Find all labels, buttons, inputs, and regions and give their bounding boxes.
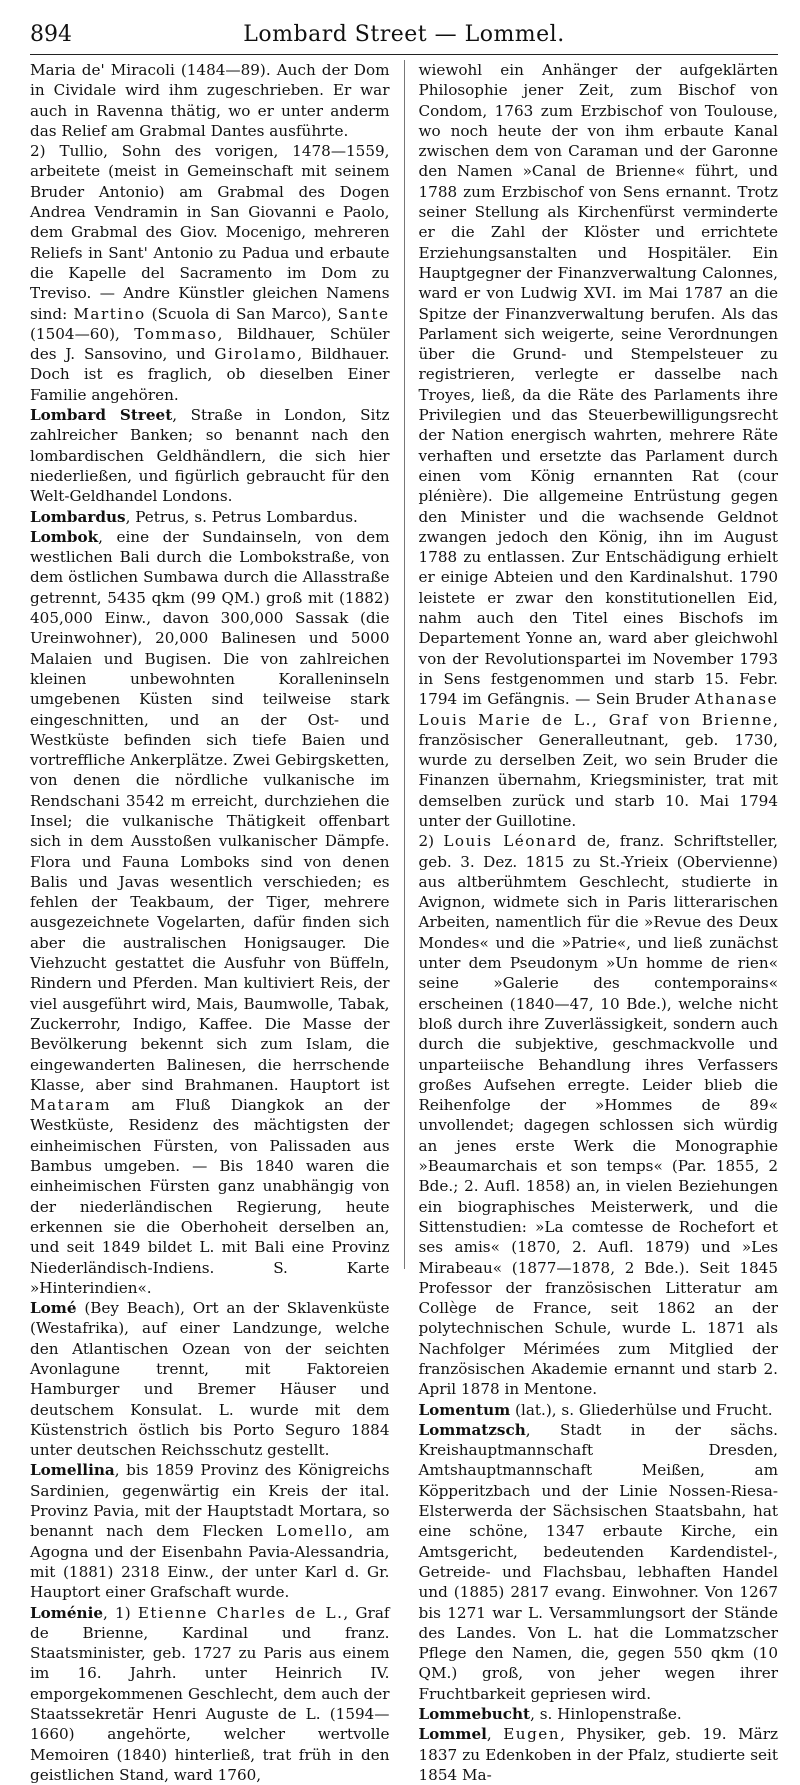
entry-lommatzsch bbox=[419, 1420, 779, 1704]
entry-lombok bbox=[30, 527, 390, 1298]
lemma: Lombok bbox=[30, 527, 99, 546]
entry-lombardus bbox=[30, 507, 390, 527]
lemma: Lomellina bbox=[30, 1461, 115, 1480]
page-number: 894 bbox=[30, 22, 72, 47]
name-eugen: Eugen bbox=[503, 1725, 561, 1744]
text: , Straße in London, Sitz zahlreicher Banken; so benannt nach den lombardischen Geldhändlern, die sich hier niederließen, und figürlich gebraucht für den Welt-Geldhandel Londons. bbox=[30, 406, 390, 506]
text: (Bey Beach), Ort an der Sklavenküste (Westafrika), auf einer Landzunge, welche den Atlantischen Ozean von der seichten Avonlagune trennt, mit Faktoreien Hamburger und Bremer Häuser und deutschem Konsulat. L. wurde mit dem Küstenstrich östlich bis Porto Seguro 1884 unter deutschen Reichsschutz gestellt. bbox=[30, 1299, 390, 1460]
text: , Bildhauer, Schüler des J. Sansovino, und bbox=[30, 324, 390, 364]
lemma: Lombardus bbox=[30, 507, 126, 526]
entry-lome bbox=[30, 1298, 390, 1460]
text: , 1) bbox=[103, 1603, 138, 1622]
name-girolamo: Girolamo bbox=[214, 345, 298, 364]
paragraph bbox=[419, 831, 779, 1399]
name-martino: Martino bbox=[73, 304, 146, 323]
page-header bbox=[30, 16, 778, 55]
name-tommaso: Tommaso bbox=[134, 324, 218, 343]
text: , bbox=[486, 1725, 504, 1744]
entry-lommebucht bbox=[419, 1704, 779, 1724]
lemma: Lommel bbox=[418, 1725, 487, 1744]
text: , bis 1859 Provinz des Königreichs Sardinien, gegenwärtig ein Kreis der ital. Provinz Pavia, mit der Hauptstadt Mortara, so benannt nach dem Flecken bbox=[30, 1461, 390, 1541]
text: (Scuola di San Marco), bbox=[145, 304, 338, 323]
text: (lat.), s. Gliederhülse und Frucht. bbox=[510, 1400, 773, 1419]
text: 2) Tullio, Sohn des vorigen, 1478—1559, arbeitete (meist in Gemeinschaft mit seinem Bruder Antonio) am Grabmal des Dogen Andrea Vendramin in San Giovanni e Paolo, dem Grabmal des Giov. Mocenigo, mehreren Reliefs in Sant' Antonio zu Padua und erbaute die Kapelle del Sacramento im Dom zu Treviso. — Andre Künstler gleichen Namens sind: bbox=[30, 142, 390, 323]
name-lomello: Lomello bbox=[276, 1522, 349, 1541]
running-title: Lombard Street — Lommel. bbox=[243, 22, 565, 47]
entry-lommel bbox=[419, 1724, 779, 1785]
entry-lomellina bbox=[30, 1460, 390, 1602]
text: , Physiker, geb. 19. März 1837 zu Edenkoben in der Pfalz, studierte seit 1854 Ma- bbox=[418, 1725, 778, 1784]
paragraph bbox=[30, 60, 390, 141]
text: de, franz. Schriftsteller, geb. 3. Dez. 1815 zu St.-Yrieix (Obervienne) aus altberühmtem Geschlecht, studierte in Avignon, widmete sich in Paris litterarischen Arbeiten, namentlich für die »Revue des Deux Mondes« und die »Patrie«, und ließ zunächst unter dem Pseudonym »Un homme de rien« seine »Galerie des contemporains« erscheinen (1840—47, 10 Bde.), welche nicht bloß durch ihre Zuverlässigkeit, sondern auch durch die subjektive, geschmackvolle und unparteiische Behandlung ihres Verfassers großes Aufsehen erregte. Leider blieb die Reihenfolge der »Hommes de 89« unvollendet; dagegen schlossen sich würdig an jenes erste Werk die Monographie »Beaumarchais et son temps« (Par. 1855, 2 Bde.; 2. Aufl. 1858) an, in vielen Beziehungen ein biographisches Meisterwerk, und die Sittenstudien: »La comtesse de Rochefort et ses amis« (1870, 2. Aufl. 1879) und »Les Mirabeau« (1877—1878, 2 Bde.). Seit 1845 Professor der französischen Litteratur am Collège de France, seit 1862 an der polytechnischen Schule, wurde L. 1871 als Nachfolger Mérimées zum Mitglied der französischen Akademie ernannt und starb 2. April 1878 in Mentone. bbox=[418, 832, 779, 1399]
column-divider bbox=[404, 60, 405, 1269]
lemma: Lomé bbox=[30, 1299, 77, 1318]
paragraph bbox=[419, 60, 779, 831]
text: , Graf de Brienne, Kardinal und franz. Staatsminister, geb. 1727 zu Paris aus einem im 16. Jahrh. unter Heinrich IV. emporgekommenen Geschlecht, dem auch der Staatssekretär Henri Auguste de L. (1594—1660) angehörte, welcher wertvolle Memoiren (1840) hinterließ, trat früh in den geistlichen Stand, ward 1760, bbox=[30, 1603, 390, 1784]
text: , am Agogna und der Eisenbahn Pavia-Alessandria, mit (1881) 2318 Einw., der unter Karl d. Gr. Hauptort einer Grafschaft wurde. bbox=[30, 1522, 390, 1602]
text-columns bbox=[30, 60, 779, 1784]
text: Maria de' Miracoli (1484—89). Auch der Dom in Cividale wird ihm zugeschrieben. Er war auch in Ravenna thätig, wo er unter anderm das Relief am Grabmal Dantes ausführte. bbox=[30, 61, 390, 140]
lemma: Lomentum bbox=[418, 1400, 511, 1419]
entry-lomentum bbox=[419, 1400, 779, 1420]
text: , französischer Generalleutnant, geb. 1730, wurde zu derselben Zeit, wo sein Bruder die Finanzen übernahm, Kriegsminister, trat mit demselben zurück und starb 10. Mai 1794 unter der Guillotine. bbox=[418, 710, 778, 830]
lemma: Lombard Street bbox=[30, 406, 173, 425]
text: wiewohl ein Anhänger der aufgeklärten Philosophie jener Zeit, zum Bischof von Condom, 1763 zum Erzbischof von Toulouse, wo noch heute der von ihm erbaute Kanal zwischen dem von Caraman und der Garonne den Namen »Canal de Brienne« führt, und 1788 zum Erzbischof von Sens ernannt. Trotz seiner Stellung als Kirchenfürst verminderte er die Zahl der Klöster und errichtete Erziehungsanstalten und Hospitäler. Ein Hauptgegner der Finanzverwaltung Calonnes, ward er von Ludwig XVI. im Mai 1787 an die Spitze der Finanzverwaltung berufen. Als das Parlament sich weigerte, seine Verordnungen über die Grund- und Stempelsteuer zu registrieren, verlegte er dasselbe nach Troyes, ließ, da die Räte des Parlaments ihre Privilegien und das Steuerbewilligungsrecht der Nation energisch wahrten, mehrere Räte verhaften und ersetzte das Parlament durch einen vom König ernannten Rat (cour plénière). Die allgemeine Entrüstung gegen den Minister und die wachsende Geldnot zwangen jedoch den König, ihn im August 1788 zu entlassen. Zur Entschädigung erhielt er einige Abteien und den Kardinalshut. 1790 leistete er zwar den konstitutionellen Eid, nahm auch den Titel eines Bischofs im Departement Yonne an, ward aber gleichwohl von der Revolutionspartei im November 1793 in Sens festgenommen und starb 15. Febr. 1794 im Gefängnis. — Sein Bruder bbox=[418, 61, 778, 709]
paragraph bbox=[30, 141, 390, 405]
lemma: Lommatzsch bbox=[418, 1420, 526, 1439]
text: , Bildhauer. Doch ist es fraglich, ob dieselben Einer Familie angehören. bbox=[30, 345, 390, 404]
text: , Stadt in der sächs. Kreishauptmannschaft Dresden, Amtshauptmannschaft Meißen, am Köpperitzbach und der Linie Nossen-Riesa-Elsterwerda der Sächsischen Staatsbahn, hat eine schöne, 1347 erbaute Kirche, ein Amtsgericht, bedeutenden Kardendistel-, Getreide- und Flachsbau, lebhaften Handel und (1885) 2817 evang. Einwohner. Von 1267 bis 1271 war L. Versammlungsort der Stände des Landes. Von L. hat die Lommatzscher Pflege den Namen, die, gegen 550 qkm (10 QM.) groß, von jeher wegen ihrer Fruchtbarkeit gepriesen wird. bbox=[418, 1420, 778, 1703]
left-column bbox=[30, 60, 390, 1784]
lemma: Loménie bbox=[30, 1603, 104, 1622]
right-column bbox=[418, 60, 779, 1784]
text: am Fluß Diangkok an der Westküste, Residenz des mächtigsten der einheimischen Fürsten, von Palissaden aus Bambus umgeben. — Bis 1840 waren die einheimischen Fürsten ganz unabhängig von der niederländischen Regierung, heute erkennen sie die Oberhoheit derselben an, und seit 1849 bildet L. mit Bali eine Provinz Niederländisch-Indiens. S. Karte »Hinterindien«. bbox=[30, 1096, 390, 1297]
text: , Petrus, s. Petrus Lombardus. bbox=[125, 507, 358, 526]
text: , s. Hinlopenstraße. bbox=[530, 1705, 682, 1724]
name-etienne: Etienne Charles de L. bbox=[137, 1603, 344, 1622]
lemma: Lommebucht bbox=[418, 1705, 531, 1724]
text: (1504—60), bbox=[30, 324, 135, 343]
name-louis: Louis Léonard bbox=[443, 832, 578, 851]
name-sante: Sante bbox=[337, 304, 390, 323]
text: 2) bbox=[418, 832, 444, 851]
entry-lomenie bbox=[30, 1603, 390, 1785]
text: , eine der Sundainseln, von dem westlichen Bali durch die Lombokstraße, von dem östlichen Sumbawa durch die Allasstraße getrennt, 5435 qkm (99 QM.) groß mit (1882) 405,000 Einw., davon 300,000 Sassak (die Ureinwohner), 20,000 Balinesen und 5000 Malaien und Bugisen. Die von zahlreichen kleinen unbewohnten Koralleninseln umgebenen Küsten sind teilweise stark eingeschnitten, und an der Ost- und Westküste befinden sich tiefe Baien und vortreffliche Ankerplätze. Zwei Gebirgsketten, von denen die nördliche vulkanische im Rendschani 3542 m erreicht, durchziehen die Insel; die vulkanische Thätigkeit offenbart sich in dem Ausstoßen vulkanischer Dämpfe. Flora und Fauna Lomboks sind von denen Balis und Javas wesentlich verschieden; es fehlen der Teakbaum, der Tiger, mehrere ausgezeichnete Vogelarten, dafür finden sich aber die australischen Honigsauger. Die Viehzucht gestattet die Ausfuhr von Büffeln, Rindern und Pferden. Man kultiviert Reis, der viel ausgeführt wird, Mais, Baumwolle, Tabak, Zuckerrohr, Indigo, Kaffee. Die Masse der Bevölkerung bekennt sich zum Islam, die eingewanderten Balinesen, die herrschende Klasse, aber sind Brahmanen. Hauptort ist bbox=[30, 527, 390, 1094]
name-mataram: Mataram bbox=[30, 1096, 111, 1115]
name-athanase: Athanase Louis Marie de L., Graf von Brienne bbox=[418, 690, 778, 729]
entry-lombard-street bbox=[30, 405, 390, 506]
